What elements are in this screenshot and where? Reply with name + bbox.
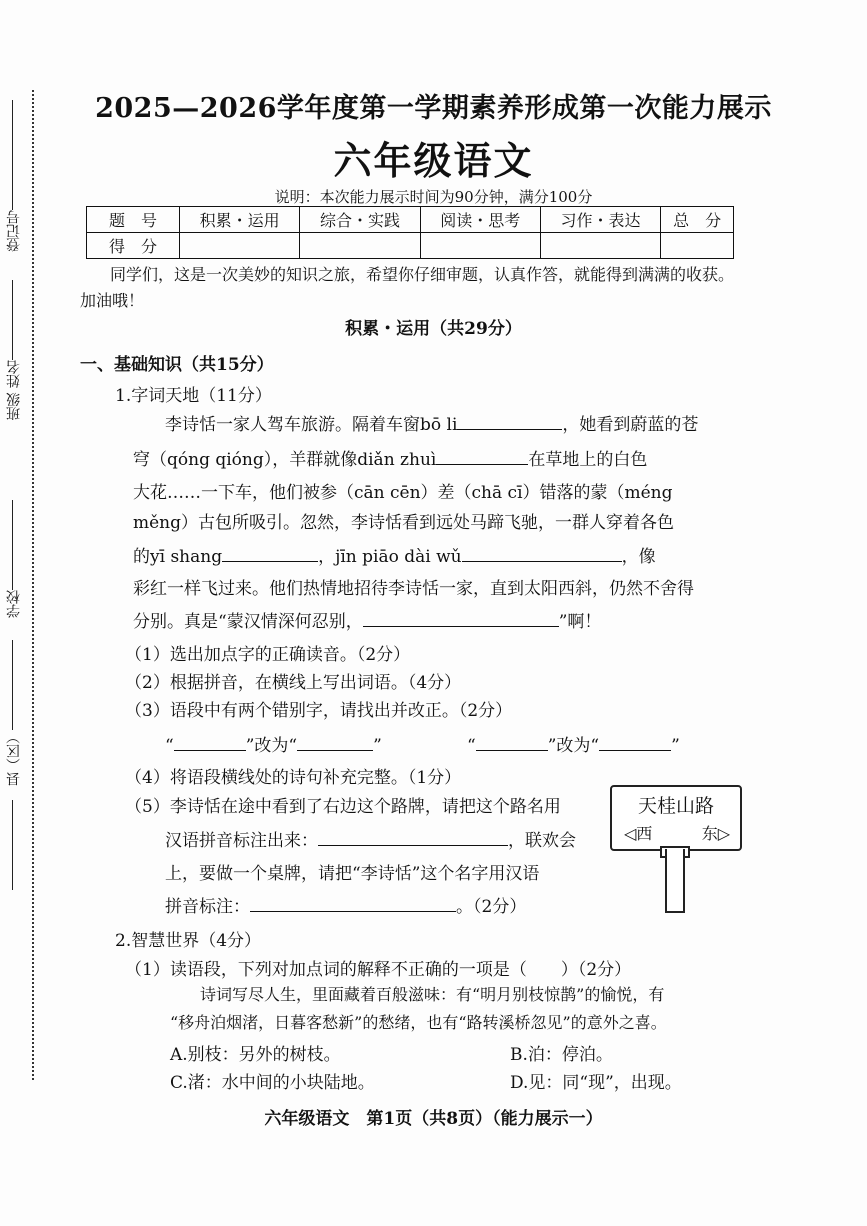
passage-text: 分别。真是“蒙汉情深何忍别， bbox=[133, 612, 363, 632]
passage-line: měng）古包所吸引。忽然，李诗恬看到远处马蹄飞驰，一群人穿着各色 bbox=[133, 513, 675, 533]
change-to-label: ”改为“ bbox=[547, 736, 600, 756]
subject-title: 六年级语文 bbox=[333, 138, 534, 183]
sub-question-1: （1）选出加点字的正确读音。（2分） bbox=[125, 645, 411, 665]
road-sign-west: ◁西 bbox=[624, 824, 653, 843]
sub-question-4: （4）将语段横线处的诗句补充完整。（1分） bbox=[125, 768, 462, 788]
sub-question-3: （3）语段中有两个错别字，请找出并改正。（2分） bbox=[125, 701, 513, 721]
passage-line: 大花……一下车，他们被参（cān cēn）差（chā cī）错落的蒙（méng bbox=[133, 483, 673, 503]
score-header-cell: 习作・表达 bbox=[540, 207, 660, 233]
name-pinyin-blank[interactable] bbox=[250, 895, 456, 912]
quote-mark: “ bbox=[165, 736, 174, 756]
score-header-cell: 综合・实践 bbox=[300, 207, 420, 233]
sub-question-5-line bbox=[165, 826, 576, 851]
exam-note: 说明：本次能力展示时间为90分钟，满分100分 bbox=[274, 188, 593, 206]
score-table bbox=[86, 206, 734, 259]
wrong-char-blank[interactable] bbox=[476, 734, 548, 751]
question-2-title: 2.智慧世界（4分） bbox=[115, 931, 262, 951]
passage-line bbox=[133, 607, 601, 632]
margin-line bbox=[12, 800, 13, 890]
correction-row bbox=[467, 731, 680, 756]
score-table-header-row bbox=[87, 207, 734, 233]
quote-mark: ” bbox=[671, 736, 680, 756]
sub5-text: ，联欢会 bbox=[508, 831, 576, 851]
sub-question-5-line: 上，要做一个桌牌，请把“李诗恬”这个名字用汉语 bbox=[165, 864, 540, 884]
school-label: 学校 bbox=[6, 590, 22, 618]
correction-row bbox=[165, 731, 382, 756]
option-c[interactable]: C.渚：水中间的小块陆地。 bbox=[170, 1073, 375, 1093]
sub5-text: 汉语拼音标注出来： bbox=[165, 831, 318, 851]
part-title: 一、基础知识（共15分） bbox=[80, 355, 274, 375]
road-sign-name: 天桂山路 bbox=[637, 795, 714, 817]
score-header-cell: 题 号 bbox=[87, 207, 180, 233]
quote-mark: “ bbox=[467, 736, 476, 756]
poem-blank[interactable] bbox=[363, 610, 559, 627]
q2-sub-question-1: （1）读语段，下列对加点词的解释不正确的一项是（ ）（2分） bbox=[125, 960, 632, 980]
option-d[interactable]: D.见：同“现”，出现。 bbox=[510, 1073, 682, 1093]
answer-blank[interactable] bbox=[436, 448, 528, 465]
passage-text: ”啊！ bbox=[558, 612, 602, 632]
sub5-text: 拼音标注： bbox=[165, 897, 250, 917]
score-row-label: 得 分 bbox=[87, 233, 180, 259]
wrong-char-blank[interactable] bbox=[174, 734, 246, 751]
change-to-label: ”改为“ bbox=[245, 736, 298, 756]
score-header-cell: 总 分 bbox=[661, 207, 734, 233]
score-cell[interactable] bbox=[180, 233, 300, 259]
registration-label: 登记号 bbox=[6, 210, 22, 252]
sub-question-5-line bbox=[165, 892, 526, 917]
answer-blank[interactable] bbox=[222, 545, 318, 562]
poem-passage-line: “移舟泊烟渚，日暮客愁新”的愁绪，也有“路转溪桥忽见”的意外之喜。 bbox=[170, 1013, 667, 1032]
score-cell[interactable] bbox=[540, 233, 660, 259]
score-header-cell: 阅读・思考 bbox=[420, 207, 540, 233]
right-char-blank[interactable] bbox=[599, 734, 671, 751]
passage-text: ，她看到蔚蓝的苍 bbox=[562, 415, 699, 435]
sign-pole bbox=[665, 849, 685, 913]
road-sign bbox=[610, 785, 742, 851]
binding-margin bbox=[0, 60, 28, 1090]
score-cell[interactable] bbox=[661, 233, 734, 259]
option-b[interactable]: B.泊：停泊。 bbox=[510, 1045, 613, 1065]
quote-mark: ” bbox=[373, 736, 382, 756]
passage-text: 的yī shang bbox=[133, 547, 223, 567]
road-pinyin-blank[interactable] bbox=[318, 829, 508, 846]
sub-question-5: （5）李诗恬在途中看到了右边这个路牌，请把这个路名用 bbox=[125, 797, 561, 817]
margin-line bbox=[12, 640, 13, 730]
intro-text: 同学们，这是一次美妙的知识之旅，希望你仔细审题，认真作答，就能得到满满的收获。加油哦！ bbox=[80, 265, 735, 310]
passage-line bbox=[133, 542, 656, 567]
margin-line bbox=[12, 500, 13, 590]
option-a[interactable]: A.别枝：另外的树枝。 bbox=[170, 1045, 341, 1065]
poem-passage-line: 诗词写尽人生，里面藏着百般滋味：有“明月别枝惊鹊”的愉悦，有 bbox=[200, 985, 665, 1004]
passage-line bbox=[133, 445, 647, 470]
passage-text: 穹（qóng qióng），羊群就像diǎn zhuì bbox=[133, 450, 437, 470]
passage-text: 李诗恬一家人驾车旅游。隔着车窗bō li bbox=[165, 415, 458, 435]
passage-text: 在草地上的白色 bbox=[528, 450, 648, 470]
class-name-label: 班级 姓名 bbox=[6, 360, 22, 421]
dotted-cut-line bbox=[32, 90, 34, 1080]
score-table-row bbox=[87, 233, 734, 259]
answer-blank[interactable] bbox=[462, 545, 622, 562]
score-cell[interactable] bbox=[420, 233, 540, 259]
passage-text: ，jīn piāo dài wǔ bbox=[318, 547, 462, 567]
answer-blank[interactable] bbox=[457, 413, 562, 430]
question-1-title: 1.字词天地（11分） bbox=[115, 386, 272, 406]
score-cell[interactable] bbox=[300, 233, 420, 259]
passage-line: 彩红一样飞过来。他们热情地招待李诗恬一家，直到太阳西斜，仍然不舍得 bbox=[133, 579, 694, 599]
right-char-blank[interactable] bbox=[297, 734, 373, 751]
score-header-cell: 积累・运用 bbox=[180, 207, 300, 233]
district-label: 县（区） bbox=[6, 730, 22, 786]
sub5-text: 。（2分） bbox=[456, 897, 527, 917]
sub-question-2: （2）根据拼音，在横线上写出词语。（4分） bbox=[125, 673, 462, 693]
exam-title: 2025—2026学年度第一学期素养形成第一次能力展示 bbox=[95, 93, 772, 124]
section-title: 积累・运用（共29分） bbox=[345, 319, 522, 339]
page-footer: 六年级语文 第1页（共8页）（能力展示一） bbox=[264, 1109, 603, 1129]
passage-text: ，像 bbox=[621, 547, 656, 567]
road-sign-east: 东▷ bbox=[701, 824, 730, 843]
passage-line bbox=[165, 410, 698, 435]
